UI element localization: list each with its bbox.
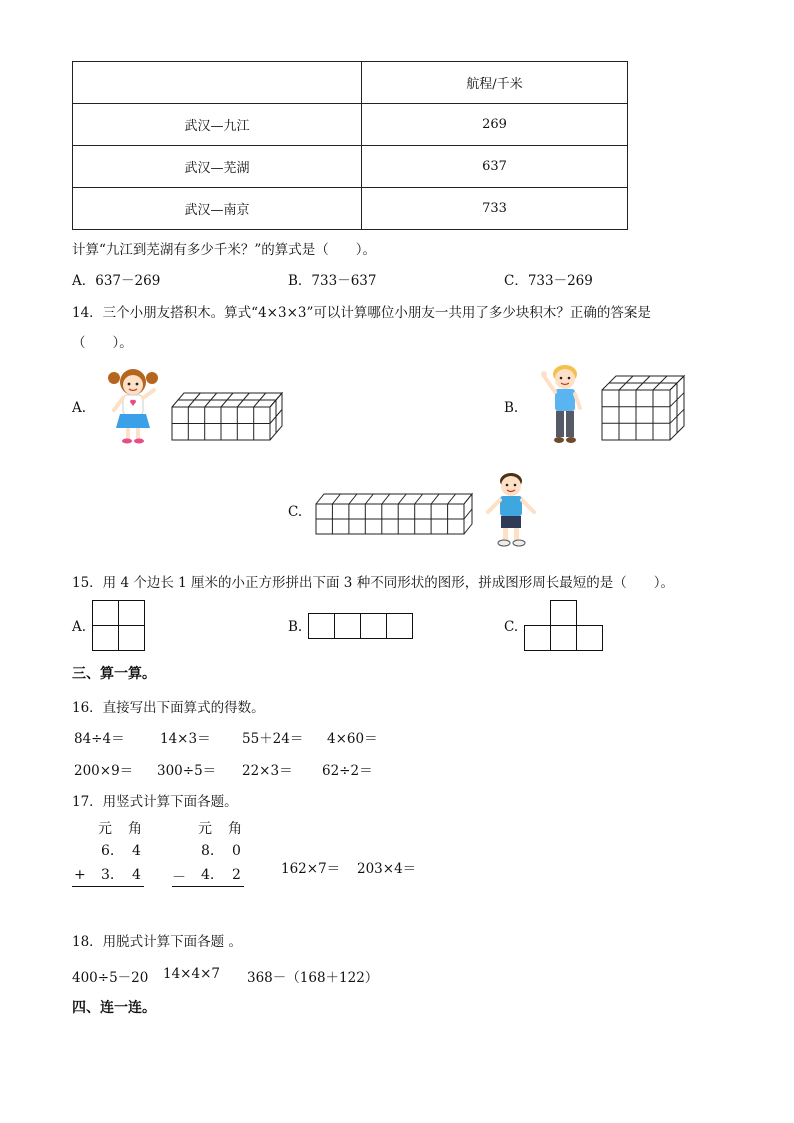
q15-option-b-label[interactable]: B.	[288, 619, 303, 635]
shape-a-square-2x2	[92, 600, 146, 652]
table-header-cell	[73, 62, 362, 104]
operator: +	[74, 867, 86, 883]
q14-stem-line1: 14．三个小朋友搭积木。算式“4×3×3”可以计算哪位小朋友一共用了多少块积木？正确的答案是	[72, 305, 651, 321]
q16-expr: 84÷4＝	[74, 731, 125, 747]
q13-option-b[interactable]: B．733－637	[288, 273, 377, 289]
q16-expr: 62÷2＝	[322, 763, 373, 779]
q14-stem-line2: （ ）。	[72, 335, 133, 351]
q14-option-a-label[interactable]: A.	[72, 400, 87, 416]
q13-option-a[interactable]: A．637－269	[72, 273, 161, 289]
operator: －	[172, 870, 186, 886]
bottom-number: 4.	[201, 867, 215, 883]
table-header-row	[73, 62, 628, 104]
boy-c-illustration	[484, 470, 538, 550]
q15-option-a-label[interactable]: A.	[72, 619, 87, 635]
unit-yuan: 元	[98, 821, 112, 837]
blocks-c-illustration	[314, 492, 476, 540]
q17-extra-expr: 203×4＝	[357, 861, 417, 877]
sum-line	[72, 886, 144, 887]
top-number: 0	[232, 843, 241, 859]
table-row	[73, 146, 628, 188]
difference-line	[172, 886, 244, 887]
unit-jiao: 角	[128, 821, 142, 837]
table-cell: 武汉—南京	[73, 188, 362, 230]
vertical-calc-1	[70, 816, 150, 888]
bottom-number: 2	[232, 867, 241, 883]
section-4-title: 四、连一连。	[72, 1000, 156, 1016]
unit-yuan: 元	[198, 821, 212, 837]
unit-jiao: 角	[228, 821, 242, 837]
bottom-number: 4	[132, 867, 141, 883]
q16-expr: 300÷5＝	[157, 763, 217, 779]
q15-stem: 15．用 4 个边长 1 厘米的小正方形拼出下面 3 种不同形状的图形，拼成图形周长最短的是（ ）。	[72, 575, 674, 591]
q18-expr: 14×4×7	[163, 966, 220, 982]
q16-expr: 14×3＝	[160, 731, 211, 747]
q16-expr: 200×9＝	[74, 763, 134, 779]
table-cell: 733	[362, 188, 628, 230]
table-row	[73, 104, 628, 146]
q18-stem: 18．用脱式计算下面各题 。	[72, 934, 242, 950]
shape-c-t-shape	[524, 600, 604, 652]
blocks-a-illustration	[170, 390, 288, 446]
boy-b-illustration	[538, 362, 588, 448]
section-3-title: 三、算一算。	[72, 666, 156, 682]
top-number: 4	[132, 843, 141, 859]
blocks-b-illustration	[600, 374, 686, 446]
q13-option-c[interactable]: C．733－269	[504, 273, 593, 289]
q16-expr: 4×60＝	[327, 731, 378, 747]
table-cell: 637	[362, 146, 628, 188]
q16-stem: 16．直接写出下面算式的得数。	[72, 700, 265, 716]
q16-expr: 55＋24＝	[242, 731, 304, 747]
table-cell: 武汉—芜湖	[73, 146, 362, 188]
shape-b-row-1x4	[308, 613, 412, 639]
q18-expr: 400÷5－20	[72, 970, 149, 986]
distance-table	[72, 61, 628, 230]
q18-expr: 368－（168＋122）	[247, 970, 379, 986]
q13-stem: 计算“九江到芜湖有多少千米？”的算式是（ ）。	[72, 242, 377, 258]
q15-option-c-label[interactable]: C.	[504, 619, 519, 635]
bottom-number: 3.	[101, 867, 115, 883]
girl-illustration	[104, 366, 162, 446]
q16-expr: 22×3＝	[242, 763, 293, 779]
table-cell: 269	[362, 104, 628, 146]
top-number: 8.	[201, 843, 215, 859]
top-number: 6.	[101, 843, 115, 859]
vertical-calc-2	[170, 816, 250, 888]
table-row	[73, 188, 628, 230]
q17-extra-expr: 162×7＝	[281, 861, 341, 877]
q14-option-b-label[interactable]: B.	[504, 400, 519, 416]
table-cell: 武汉—九江	[73, 104, 362, 146]
table-header-cell: 航程/千米	[362, 62, 628, 104]
q14-option-c-label[interactable]: C.	[288, 504, 303, 520]
q17-stem: 17．用竖式计算下面各题。	[72, 794, 238, 810]
